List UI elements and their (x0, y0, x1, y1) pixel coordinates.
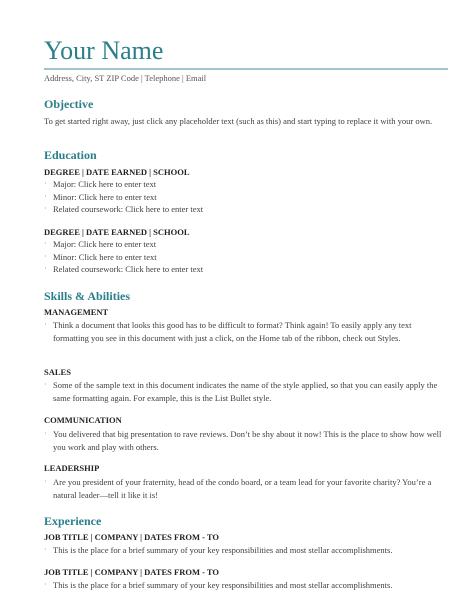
bullet-icon: · (44, 264, 47, 273)
list-item[interactable]: · This is the place for a brief summary of your key responsibilities and most stellar accomplishments. (44, 580, 393, 590)
objective-heading: Objective (44, 97, 94, 111)
skill-group-list (44, 379, 448, 404)
bullet-icon: · (44, 191, 47, 201)
skill-group-heading[interactable]: LEADERSHIP (44, 463, 100, 473)
bullet-icon: · (44, 239, 47, 248)
list-item[interactable]: · You delivered that big presentation to rave reviews. Don’t be shy about it now! This is the place to show how well you work and play with others. (44, 429, 442, 452)
skill-group-list (44, 476, 448, 501)
bullet-icon: · (44, 580, 47, 589)
job-heading[interactable]: JOB TITLE | COMPANY | DATES FROM - TO (44, 567, 220, 577)
list-item[interactable]: · Related coursework: Click here to enter text (44, 264, 204, 274)
list-item[interactable]: · Some of the sample text in this document indicates the name of the style applied, so that you can easily apply the same formatting again. For example, this is the List Bullet style. (44, 380, 438, 403)
bullet-icon: · (44, 477, 47, 486)
header-divider (44, 68, 448, 70)
job-list (44, 579, 448, 592)
bullet-icon: · (44, 545, 47, 554)
list-item[interactable]: · Think a document that looks this good has to be difficult to format? Think again! To easily apply any text formatting you see in this document with just a click, on the Home tab of the ribbon, check out Styles. (44, 320, 412, 343)
skill-group-list (44, 428, 448, 453)
list-item[interactable]: · Related coursework: Click here to enter text (44, 204, 204, 214)
skills-heading: Skills & Abilities (44, 289, 131, 303)
list-item[interactable]: · Minor: Click here to enter text (44, 191, 157, 202)
list-item[interactable]: · Minor: Click here to enter text (44, 251, 157, 262)
bullet-icon: · (44, 320, 47, 329)
skill-group-list (44, 319, 448, 344)
job-heading[interactable]: JOB TITLE | COMPANY | DATES FROM - TO (44, 532, 220, 542)
bullet-icon: · (44, 429, 47, 438)
contact-info[interactable]: Address, City, ST ZIP Code | Telephone | Email (44, 73, 207, 83)
skill-group-heading[interactable]: COMMUNICATION (44, 415, 122, 425)
bullet-icon: · (44, 204, 47, 213)
bullet-icon: · (44, 380, 47, 389)
job-list (44, 544, 448, 557)
list-item[interactable]: · Major: Click here to enter text (44, 179, 157, 189)
list-item[interactable]: · Major: Click here to enter text (44, 239, 157, 249)
experience-heading: Experience (44, 514, 102, 528)
resume-page (44, 0, 448, 613)
education-entry-list (44, 178, 448, 216)
list-item[interactable]: · This is the place for a brief summary of your key responsibilities and most stellar accomplishments. (44, 545, 393, 555)
education-entry-heading[interactable]: DEGREE | DATE EARNED | SCHOOL (44, 227, 190, 237)
bullet-icon: · (44, 179, 47, 188)
education-entry-list (44, 238, 448, 276)
objective-text[interactable]: To get started right away, just click any placeholder text (such as this) and start typing to replace it with your own. (44, 116, 433, 126)
skill-group-heading[interactable]: MANAGEMENT (44, 307, 109, 317)
resume-name[interactable]: Your Name (44, 36, 164, 65)
bullet-icon: · (44, 251, 47, 261)
education-heading: Education (44, 148, 97, 162)
skill-group-heading[interactable]: SALES (44, 367, 71, 377)
list-item[interactable]: · Are you president of your fraternity, head of the condo board, or a team lead for your favorite charity? You’re a natural leader—tell it like it is! (44, 477, 432, 500)
education-entry-heading[interactable]: DEGREE | DATE EARNED | SCHOOL (44, 167, 190, 177)
